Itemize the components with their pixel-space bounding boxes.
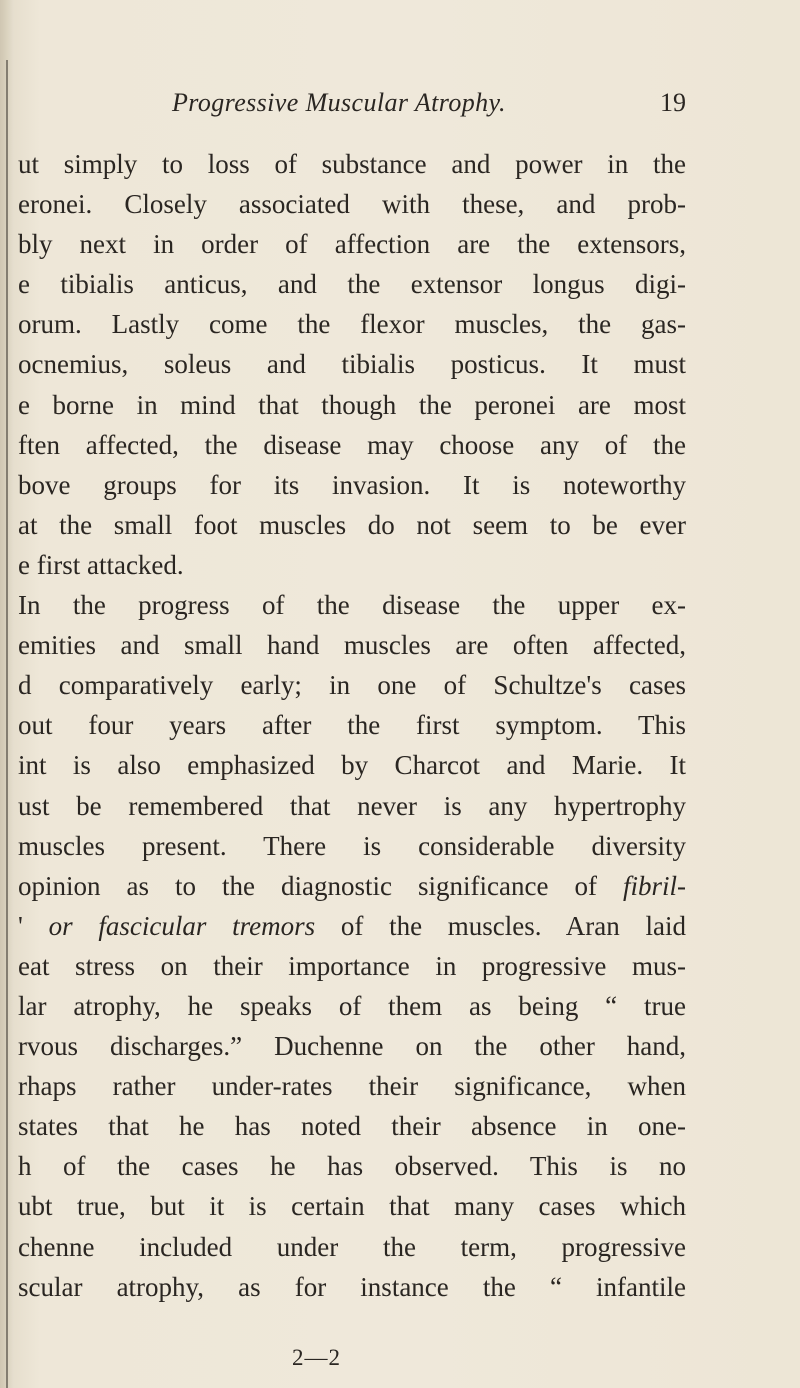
text-line: out four years after the first symptom. This bbox=[18, 710, 686, 741]
text-line: muscles present. There is considerable diversity bbox=[18, 830, 686, 861]
text-line: ut simply to loss of substance and power in the bbox=[18, 149, 686, 179]
text-line: bove groups for its invasion. It is noteworthy bbox=[18, 469, 686, 500]
text-line: bly next in order of affection are the extensors, bbox=[18, 229, 686, 260]
text-line: chenne included under the term, progressive bbox=[18, 1231, 686, 1262]
text-line: eronei. Closely associated with these, and prob- bbox=[18, 189, 686, 220]
text-line: d comparatively early; in one of Schultze's cases bbox=[18, 670, 686, 701]
binding-gutter bbox=[0, 0, 14, 1388]
text-line: e tibialis anticus, and the extensor longus digi- bbox=[18, 269, 686, 300]
text-line: ubt true, but it is certain that many cases which bbox=[18, 1191, 686, 1222]
text-line: ust be remembered that never is any hypertrophy bbox=[18, 790, 686, 821]
text-line: e first attacked. bbox=[18, 549, 184, 580]
page-header bbox=[172, 78, 686, 118]
italic-segment: fibril- bbox=[622, 870, 686, 901]
text-line: orum. Lastly come the flexor muscles, the gas- bbox=[18, 309, 686, 340]
text-line: int is also emphasized by Charcot and Marie. It bbox=[18, 750, 686, 781]
running-title: Progressive Muscular Atrophy. bbox=[172, 88, 506, 117]
body-text bbox=[18, 144, 686, 1307]
page-number: 19 bbox=[660, 88, 686, 117]
italic-segment: or fascicular tremors bbox=[48, 910, 316, 941]
text-line: emities and small hand muscles are often affected, bbox=[18, 630, 686, 661]
text-line: lar atrophy, he speaks of them as being “ true bbox=[18, 990, 686, 1021]
text-line: ocnemius, soleus and tibialis posticus. It must bbox=[18, 349, 686, 380]
text-line: ften affected, the disease may choose any of the bbox=[18, 429, 686, 460]
text-line: rvous discharges.” Duchenne on the other hand, bbox=[18, 1031, 686, 1062]
text-segment: of the muscles. Aran laid bbox=[315, 910, 686, 941]
text-line: eat stress on their importance in progressive mus- bbox=[18, 950, 686, 981]
text-segment: ' bbox=[18, 910, 49, 941]
binding-edge-line bbox=[6, 60, 8, 1388]
text-line: h of the cases he has observed. This is no bbox=[18, 1151, 686, 1182]
text-line: e borne in mind that though the peronei are most bbox=[18, 389, 686, 420]
text-line-with-italic bbox=[18, 866, 686, 906]
text-line: rhaps rather under-rates their significance, when bbox=[18, 1071, 686, 1102]
text-segment: opinion as to the diagnostic significance of bbox=[18, 870, 623, 901]
text-line: at the small foot muscles do not seem to be ever bbox=[18, 509, 686, 540]
text-line: In the progress of the disease the upper ex- bbox=[18, 590, 686, 621]
signature-mark: 2—2 bbox=[292, 1345, 341, 1370]
text-line: states that he has noted their absence in one- bbox=[18, 1111, 686, 1142]
text-line-with-italic bbox=[18, 906, 686, 946]
text-line: scular atrophy, as for instance the “ infantile bbox=[18, 1271, 686, 1302]
